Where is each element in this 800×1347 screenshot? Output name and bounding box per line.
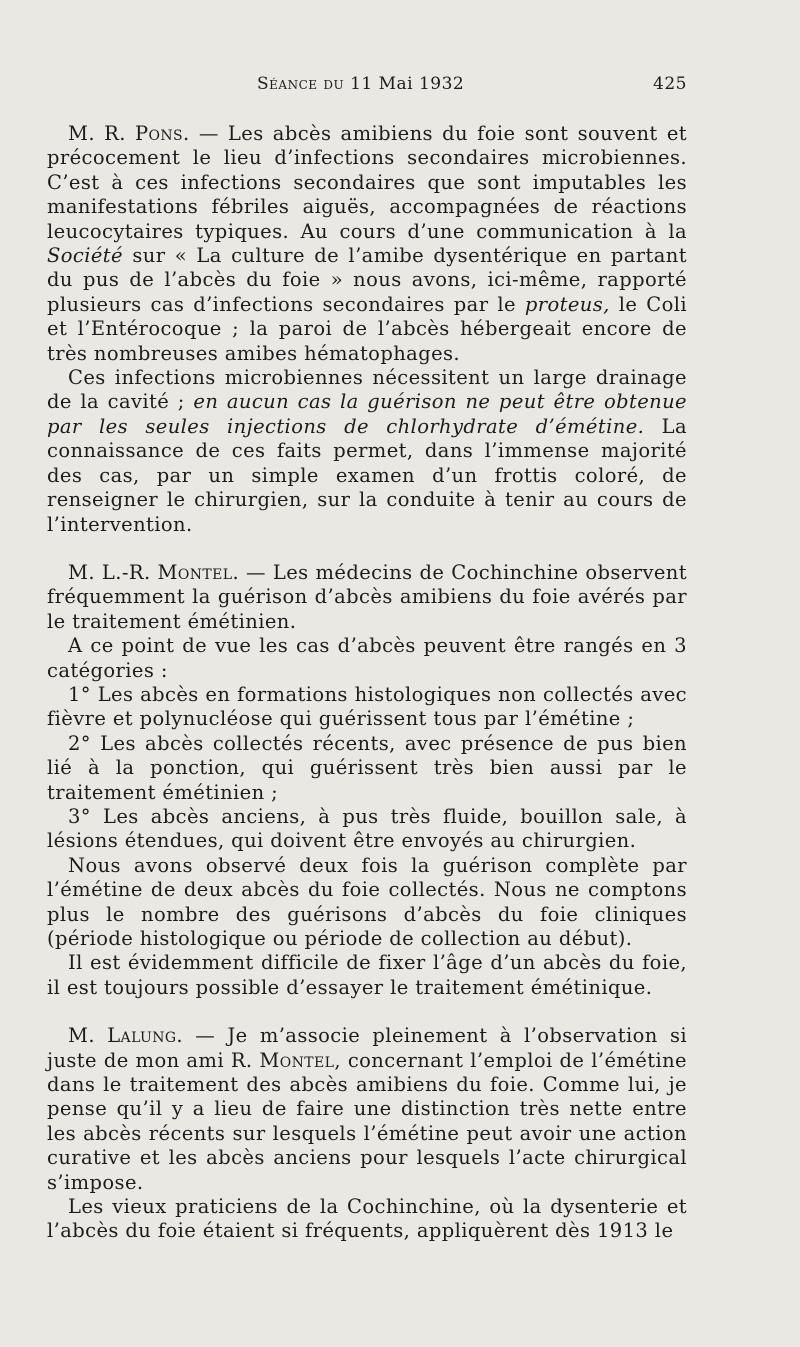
montel-paragraph-6: Nous avons observé deux fois la guérison complète par l’émétine de deux abcès du foie collectés. Nous ne comptons plus le nombre des guérisons d’abcès du foie cliniques (période histologique ou période de collection au début). [47, 853, 687, 950]
speaker-montel: M. L.-R. Montel. [68, 560, 240, 584]
montel-category-1: 1° Les abcès en formations histologiques non collectés avec fièvre et polynucléose qui guérissent tous par l’émétine ; [47, 682, 687, 731]
lalung-paragraph-2: Les vieux praticiens de la Cochinchine, où la dysenterie et l’abcès du foie étaient si fréquents, appliquèrent dès 1913 le [47, 1195, 687, 1243]
page-body [47, 122, 687, 1244]
section-gap [47, 537, 687, 561]
montel-paragraph-1: M. L.-R. Montel. — Les médecins de Cochinchine observent fréquemment la guérison d’abcès amibiens du foie avérés par le traitement émétinien. [47, 560, 687, 633]
header-title: Séance du 11 Mai 1932 [257, 74, 465, 94]
lalung-paragraph-1: M. Lalung. — Je m’associe pleinement à l’observation si juste de mon ami R. Montel, concernant l’emploi de l’émétine dans le traitement des abcès amibiens du foie. Comme lui, je pense qu’il y a lieu de faire une distinction très nette entre les abcès récents sur lesquels l’émétine peut avoir une action curative et les abcès anciens pour lesquels l’acte chirurgical s’impose. [47, 1024, 687, 1194]
montel-category-2: 2° Les abcès collectés récents, avec présence de pus bien lié à la ponction, qui guérissent très bien aussi par le traitement émétinien ; [47, 731, 687, 804]
montel-paragraph-2: A ce point de vue les cas d’abcès peuvent être rangés en 3 catégories : [47, 634, 687, 682]
running-header [47, 74, 687, 98]
pons-paragraph-1: M. R. Pons. — Les abcès amibiens du foie sont souvent et précocement le lieu d’infections secondaires microbiennes. C’est à ces infections secondaires que sont imputables les manifestations fébriles aiguës, accompagnées de réactions leucocytaires typiques. Au cours d’une communication à la Société sur « La culture de l’amibe dysentérique en partant du pus de l’abcès du foie » nous avons, ici-même, rapporté plusieurs cas d’infections secondaires par le proteus, le Coli et l’Entérocoque ; la paroi de l’abcès hébergeait encore de très nombreuses amibes hématophages. [47, 122, 687, 365]
speaker-pons: M. R. Pons. [68, 122, 190, 145]
page-number: 425 [653, 74, 687, 94]
speaker-lalung: M. Lalung. [68, 1024, 184, 1048]
montel-paragraph-7: Il est évidemment difficile de fixer l’âge d’un abcès du foie, il est toujours possible d’essayer le traitement émétinique. [47, 951, 687, 999]
section-gap [47, 1000, 687, 1024]
header-date: 11 Mai 1932 [350, 74, 465, 94]
pons-paragraph-2: Ces infections microbiennes nécessitent un large drainage de la cavité ; en aucun cas la guérison ne peut être obtenue par les seules injections de chlorhydrate d’émétine. La connaissance de ces faits permet, dans l’immense majorité des cas, par un simple examen d’un frottis coloré, de renseigner le chirurgien, sur la conduite à tenir au cours de l’intervention. [47, 366, 688, 536]
montel-category-3: 3° Les abcès anciens, à pus très fluide, bouillon sale, à lésions étendues, qui doivent être envoyés au chirurgien. [47, 804, 687, 853]
